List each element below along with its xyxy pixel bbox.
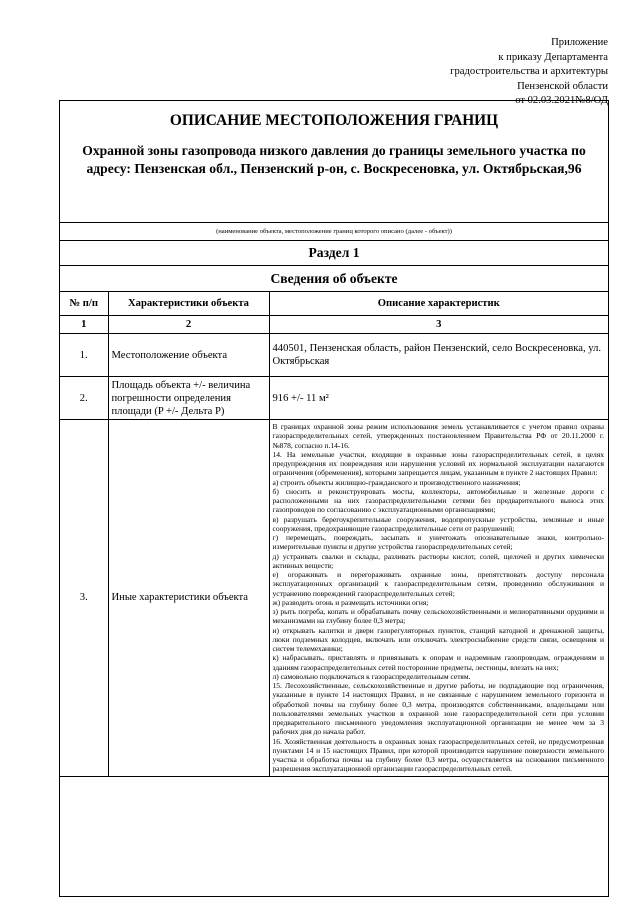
column-number: 2 <box>108 316 269 334</box>
rule-paragraph: В границах охранной зоны режим использования земель устанавливается с учетом правил охраны газораспределительных сетей, утвержденных постановлением Правительства РФ от 20.11.2000 г. №878, согласно п.14-16. <box>272 422 604 450</box>
column-header: Описание характеристик <box>269 292 608 316</box>
rule-paragraph: 16. Хозяйственная деятельность в охранных зонах газораспределительных сетей, не предусмотренная пунктами 14 и 15 настоящих Правил, при которой производится нарушение поверхности земельного участка и обработка почвы на глубину более 0,3 метра, осуществляется на основании письменного разрешения эксплуатационной организации газораспределительных сетей. <box>272 736 604 774</box>
row-number: 1. <box>60 334 108 377</box>
row-number: 3. <box>60 420 108 777</box>
object-subtitle: Охранной зоны газопровода низкого давления до границы земельного участка по адресу: Пензенская обл., Пензенский р-он, с. Воскресеновка, ул. Октябрьская,96 <box>82 143 586 176</box>
table-row <box>60 334 608 377</box>
characteristic-name: Иные характеристики объекта <box>108 420 269 777</box>
restrictions-text <box>269 420 608 777</box>
column-number: 1 <box>60 316 108 334</box>
page-title: ОПИСАНИЕ МЕСТОПОЛОЖЕНИЯ ГРАНИЦ <box>169 112 499 129</box>
rule-paragraph: ж) разводить огонь и размещать источники огня; <box>272 597 429 607</box>
rule-paragraph: в) разрушать берегоукрепительные сооружения, водопропускные устройства, земляные и иные сооружения, предохраняющие газораспределительные сети от разрушений; <box>272 514 604 533</box>
rule-paragraph: 15. Лесохозяйственные, сельскохозяйственные и другие работы, не подпадающие под ограничения, указанные в пункте 14 настоящих Правил, и не связанные с нарушением земельного горизонта и обработкой почвы на глубину более 0,3 метра, производятся собственниками, владельцами или пользователями земельных участков в охранной зоне газораспределительной сети при условии предварительного письменного уведомления эксплуатационной организации не менее чем за 3 рабочих дня до начала работ. <box>272 681 604 737</box>
header-line: Приложение <box>551 37 608 48</box>
document-header <box>378 36 608 109</box>
rule-paragraph: д) устраивать свалки и склады, разливать растворы кислот, солей, щелочей и других химически активных веществ; <box>272 551 604 570</box>
header-line: градостроительства и архитектуры <box>450 66 608 77</box>
section-title: Раздел 1 <box>60 241 608 266</box>
info-title: Сведения об объекте <box>60 266 608 292</box>
characteristic-name: Местоположение объекта <box>108 334 269 377</box>
row-number: 2. <box>60 377 108 420</box>
header-line: от 02.03.2021№8/ОД <box>515 95 608 106</box>
rule-paragraph: е) огораживать и перегораживать охранные зоны, препятствовать доступу персонала эксплуатационных организаций к газораспределительным сетям, проведению обслуживания и устранению повреждений газораспределительных сетей; <box>272 570 604 598</box>
rule-paragraph: б) сносить и реконструировать мосты, коллекторы, автомобильные и железные дороги с расположенными на них газораспределительными сетями без предварительного выноса этих газопроводов по согласованию с эксплуатационными организациями; <box>272 486 604 515</box>
column-header: № п/п <box>60 292 108 316</box>
rule-paragraph: а) строить объекты жилищно-гражданского и производственного назначения; <box>272 477 521 487</box>
header-line: Пензенской области <box>517 80 608 92</box>
column-number-row <box>60 316 608 334</box>
rule-paragraph: к) набрасывать, приставлять и привязывать к опорам и надземным газопроводам, ограждениям и зданиям газораспределительных сетей посторонние предметы, лестницы, влезать на них; <box>272 653 604 672</box>
rule-paragraph: г) перемещать, повреждать, засыпать и уничтожать опознавательные знаки, контрольно-измерительные пункты и другие устройства газораспределительных сетей; <box>272 533 604 552</box>
column-header: Характеристики объекта <box>108 292 269 316</box>
table-row <box>60 377 608 420</box>
rule-paragraph: л) самовольно подключаться к газораспределительным сетям. <box>272 671 471 681</box>
characteristic-value: 916 +/- 11 м² <box>269 377 608 420</box>
title-block <box>60 112 608 223</box>
object-caption: (наименование объекта, местоположение границ которого описано (далее - объект)) <box>60 223 608 241</box>
boundary-description-form <box>59 100 609 897</box>
column-number: 3 <box>269 316 608 334</box>
table-header-row <box>60 292 608 316</box>
rule-paragraph: з) рыть погреба, копать и обрабатывать почву сельскохозяйственными и мелиоративными орудиями и механизмами на глубину более 0,3 метра; <box>272 607 604 626</box>
rule-paragraph: и) открывать калитки и двери газорегуляторных пунктов, станций катодной и дренажной защиты, люки подземных колодцев, включать или отключать электроснабжение средств связи, освещения и систем телемеханики; <box>272 625 604 653</box>
rule-paragraph: 14. На земельные участки, входящие в охранные зоны газораспределительных сетей, в целях предупреждения их повреждения или нарушения условий их нормальной эксплуатации налагаются ограничения (обременения), которыми запрещается лицам, указанным в пункте 2 настоящих Правил: <box>272 449 604 478</box>
characteristic-name: Площадь объекта +/- величина погрешности определения площади (P +/- Дельта P) <box>108 377 269 420</box>
object-table <box>60 292 608 777</box>
characteristic-value: 440501, Пензенская область, район Пензенский, село Воскресеновка, ул. Октябрьская <box>269 334 608 377</box>
table-row <box>60 420 608 777</box>
header-line: к приказу Департамента <box>498 51 608 63</box>
